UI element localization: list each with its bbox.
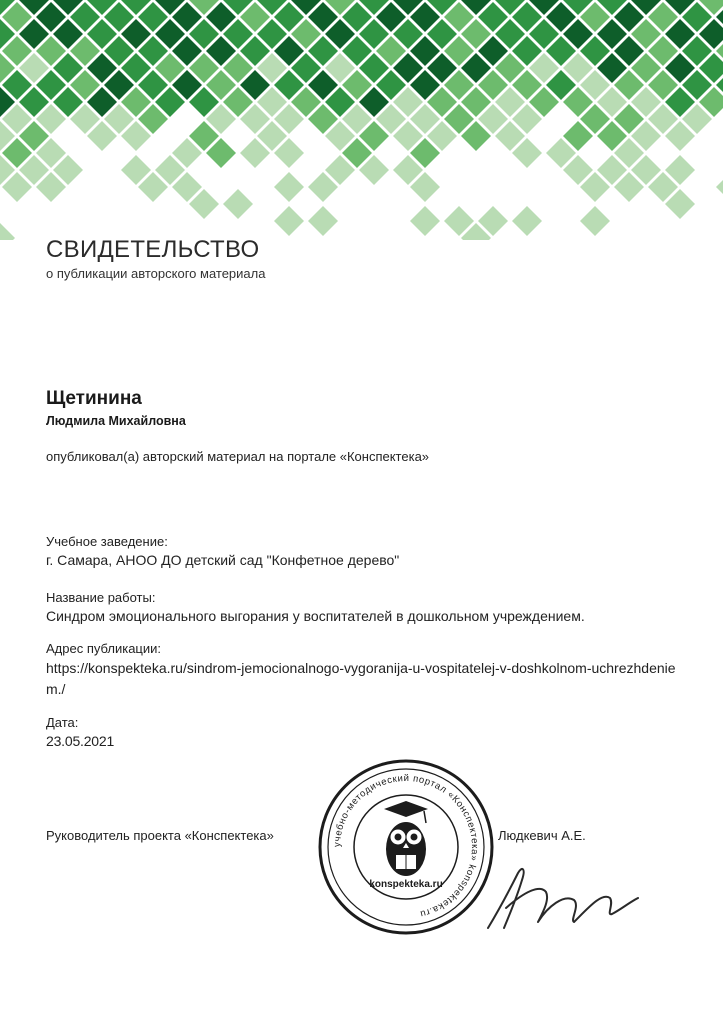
manager-signature — [478, 848, 653, 938]
certificate-title: СВИДЕТЕЛЬСТВО — [46, 236, 260, 263]
publication-address-link[interactable]: https://konspekteka.ru/sindrom-jemocionalnogo-vygoranija-u-vospitatelej-v-doshkolnom-uchrezhdeniem./ — [46, 660, 676, 697]
certificate-subtitle: о публикации авторского материала — [46, 266, 266, 281]
stamp-center-text: konspekteka.ru — [369, 879, 443, 890]
work-title-value: Синдром эмоционального выгорания у воспитателей в дошкольном учреждением. — [46, 608, 585, 624]
mosaic-diamond — [274, 172, 304, 202]
mosaic-diamond — [223, 189, 253, 219]
mosaic-diamond — [274, 206, 304, 236]
mosaic-diamond — [580, 206, 610, 236]
mosaic-diamond — [512, 206, 542, 236]
date-value: 23.05.2021 — [46, 733, 115, 749]
institution-value: г. Самара, АНОО ДО детский сад "Конфетное дерево" — [46, 552, 400, 568]
mosaic-diamond — [308, 206, 338, 236]
author-surname: Щетинина — [46, 388, 142, 409]
mosaic-diamond — [0, 223, 15, 240]
stamp-ring-text: учебно-методический портал «Конспектека» konspekteka.ru — [331, 772, 481, 920]
portal-stamp — [316, 757, 496, 937]
mosaic-diamond — [716, 172, 723, 202]
author-given-names: Людмила Михайловна — [46, 414, 186, 428]
project-manager-name: Людкевич А.Е. — [498, 828, 586, 843]
date-label: Дата: — [46, 715, 79, 730]
header-mosaic-pattern — [0, 0, 723, 240]
work-title-label: Название работы: — [46, 590, 156, 605]
project-manager-label: Руководитель проекта «Конспектека» — [46, 828, 274, 843]
publication-address-label: Адрес публикации: — [46, 641, 162, 656]
publication-statement: опубликовал(а) авторский материал на портале «Конспектека» — [46, 449, 430, 464]
mosaic-diamond — [410, 206, 440, 236]
institution-label: Учебное заведение: — [46, 534, 168, 549]
